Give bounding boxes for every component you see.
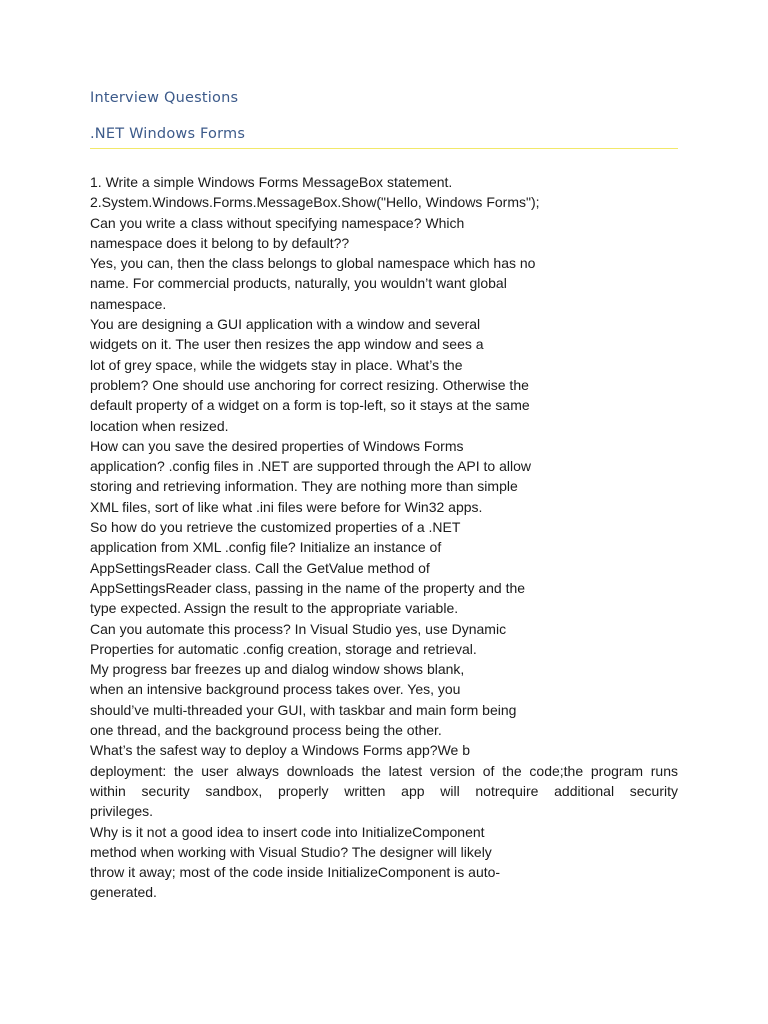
text-line: within security sandbox, properly written app will notrequire additional security bbox=[90, 782, 678, 799]
text-line: AppSettingsReader class. Call the GetValue method of bbox=[90, 559, 430, 576]
text-line: namespace does it belong to by default?? bbox=[90, 234, 350, 251]
text-line: namespace. bbox=[90, 295, 167, 312]
text-line: should’ve multi-threaded your GUI, with taskbar and main form being bbox=[90, 701, 517, 718]
text-line: widgets on it. The user then resizes the app window and sees a bbox=[90, 336, 484, 353]
text-line: name. For commercial products, naturally, you wouldn’t want global bbox=[90, 275, 507, 292]
text-line: Why is it not a good idea to insert code into InitializeComponent bbox=[90, 823, 485, 840]
text-line: privileges. bbox=[90, 803, 154, 820]
text-line: generated. bbox=[90, 884, 157, 901]
text-line: Properties for automatic .config creation, storage and retrieval. bbox=[90, 640, 477, 657]
text-line: location when resized. bbox=[90, 417, 229, 434]
page-title: Interview Questions bbox=[90, 90, 239, 106]
page-subtitle: .NET Windows Forms bbox=[90, 126, 246, 142]
body-text bbox=[90, 172, 678, 903]
text-line: You are designing a GUI application with a window and several bbox=[90, 316, 481, 333]
text-line: Can you write a class without specifying namespace? Which bbox=[90, 214, 465, 231]
text-line: My progress bar freezes up and dialog window shows blank, bbox=[90, 661, 465, 678]
text-line: deployment: the user always downloads the latest version of the code;the program runs bbox=[90, 762, 678, 779]
heading-divider bbox=[90, 148, 678, 149]
text-line: type expected. Assign the result to the appropriate variable. bbox=[90, 600, 459, 617]
text-line: 1. Write a simple Windows Forms MessageBox statement. bbox=[90, 174, 453, 190]
text-line: What’s the safest way to deploy a Windows Forms app?We b bbox=[90, 742, 470, 759]
text-line: throw it away; most of the code inside InitializeComponent is auto- bbox=[90, 864, 501, 881]
text-line: Can you automate this process? In Visual Studio yes, use Dynamic bbox=[90, 620, 507, 637]
text-line: when an intensive background process takes over. Yes, you bbox=[90, 681, 461, 698]
text-line: How can you save the desired properties of Windows Forms bbox=[90, 437, 464, 454]
text-line: one thread, and the background process being the other. bbox=[90, 722, 442, 739]
text-line: 2.System.Windows.Forms.MessageBox.Show("Hello, Windows Forms"); bbox=[90, 194, 540, 211]
text-line: default property of a widget on a form is top-left, so it stays at the same bbox=[90, 397, 530, 414]
text-line: problem? One should use anchoring for correct resizing. Otherwise the bbox=[90, 376, 529, 393]
text-line: storing and retrieving information. They are nothing more than simple bbox=[90, 478, 518, 495]
text-line: Yes, you can, then the class belongs to global namespace which has no bbox=[90, 255, 536, 272]
text-line: lot of grey space, while the widgets stay in place. What’s the bbox=[90, 356, 463, 373]
text-line: method when working with Visual Studio? The designer will likely bbox=[90, 843, 492, 860]
text-line: application? .config files in .NET are supported through the API to allow bbox=[90, 458, 532, 475]
text-line: AppSettingsReader class, passing in the name of the property and the bbox=[90, 579, 526, 596]
text-line: XML files, sort of like what .ini files were before for Win32 apps. bbox=[90, 498, 483, 515]
text-line: So how do you retrieve the customized properties of a .NET bbox=[90, 519, 461, 536]
text-line: application from XML .config file? Initialize an instance of bbox=[90, 539, 442, 556]
